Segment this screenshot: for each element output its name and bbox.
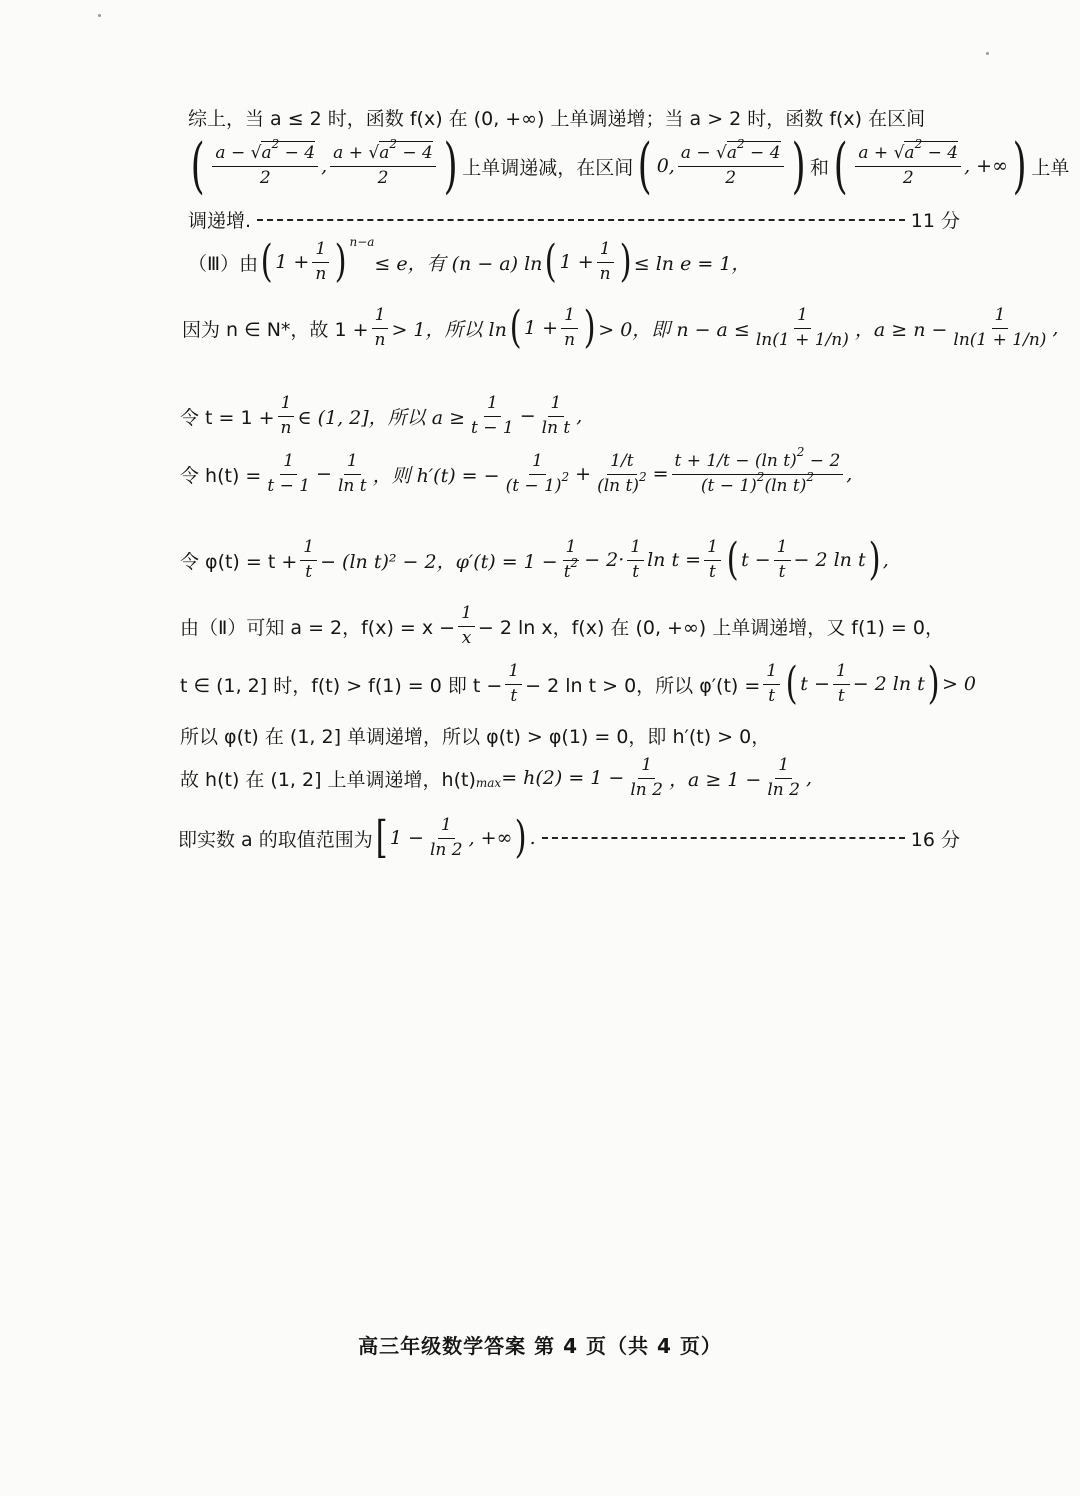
score-16: 16 分 xyxy=(910,828,960,851)
part3-line-1: （Ⅲ）由 ( 1 + $\frac{1}{n}$ ) n−a ≤ e，有 (n − a) ln ( 1 + $\frac{1}{n}$ ) ≤ ln e = 1， xyxy=(188,235,751,288)
let-phi-text: 令 φ(t) = t + xyxy=(180,550,298,573)
let-h-text: 令 h(t) = xyxy=(180,464,262,487)
part3-ineq-end: ≤ ln e = 1， xyxy=(633,252,751,275)
conclusion-line-1 xyxy=(188,104,925,131)
dotted-leader-2 xyxy=(542,837,905,839)
fx-increasing-text: − 2 ln x，f(x) 在 (0, +∞) 上单调递增，又 f(1) = 0， xyxy=(477,616,944,639)
increasing-text-start: 上单 xyxy=(1031,156,1070,179)
part3-line-6: 由（Ⅱ）可知 a = 2，f(x) = x − $\frac{1}{x}$ − 2 ln x，f(x) 在 (0, +∞) 上单调递增，又 f(1) = 0， xyxy=(180,603,944,648)
conclusion-line-2: ( $\frac{a - √a^2 - 4}{2}$ , $\frac{a + √a^2 - 4}{2}$ ) 上单调递减，在区间 ( 0, $\frac{a - √a^2 - 4}{2}$ ) 和 ( $\frac{a + √a^2 - 4}{2}$ , +∞ ) 上单 xyxy=(190,131,1070,201)
page-footer: 高三年级数学答案 第 4 页（共 4 页） xyxy=(358,1334,722,1358)
from-part2-text: 由（Ⅱ）可知 a = 2，f(x) = x − xyxy=(180,616,456,639)
part3-ineq: ≤ e，有 (n − a) ln xyxy=(374,252,543,275)
let-t-text: 令 t = 1 + xyxy=(180,406,275,429)
phi-increasing-text: 所以 φ(t) 在 (1, 2] 单调递增，所以 φ(t) > φ(1) = 0，即 h′(t) > 0， xyxy=(180,726,771,748)
part3-label: （Ⅲ）由 xyxy=(188,252,259,275)
max-subscript: max xyxy=(475,776,502,791)
scan-speck xyxy=(98,14,101,17)
h-increasing-text: 故 h(t) 在 (1, 2] 上单调递增，h(t) xyxy=(180,768,476,791)
so-ln-text: > 1，所以 ln xyxy=(391,318,507,341)
t-in-range-text: t ∈ (1, 2] 时，f(t) > f(1) = 0 即 t − xyxy=(180,674,503,697)
decreasing-text: 上单调递减，在区间 xyxy=(462,156,634,179)
phi-derivative-text: − (ln t)² − 2，φ′(t) = 1 − xyxy=(320,550,558,573)
part3-line-7: t ∈ (1, 2] 时，f(t) > f(1) = 0 即 t − $\frac{1}{t}$ − 2 ln t > 0，所以 φ′(t) = $\frac{1}{t}$ ( t − $\frac{1}{t}$ − 2 ln t ) > 0 xyxy=(180,658,977,710)
a-bound-text: ，a ≥ 1 − xyxy=(668,768,762,791)
part3-line-5: 令 φ(t) = t + $\frac{1}{t}$ − (ln t)² − 2，φ′(t) = 1 − $\frac{1}{t^2}$ − 2· $\frac{1}{t}$ ln t = $\frac{1}{t}$ ( t − $\frac{1}{t}$ − 2 ln t ) , xyxy=(180,534,889,586)
part3-line-4: 令 h(t) = $\frac{1}{t - 1}$ − $\frac{1}{\text{ln t}}$ ，则 h′(t) = − $\frac{1}{(t - 1)^2}$ + $\frac{1/t}{(\ln t)^2}$ = $\frac{t + 1/t - (\ln t)^2 - 2}{(t - 1)^2(\ln t)^2}$ , xyxy=(180,445,853,496)
t-range-text: ∈ (1, 2]，所以 a ≥ xyxy=(297,406,466,429)
since-text: 因为 n ∈ N*，故 1 + xyxy=(182,318,369,341)
part3-line-8 xyxy=(180,722,770,749)
part3-line-2: 因为 n ∈ N*，故 1 + $\frac{1}{n}$ > 1，所以 ln ( 1 + $\frac{1}{n}$ ) > 0，即 n − a ≤ $\frac{1}{\ln(1 + 1/n)}$ ，a ≥ n − $\frac{1}{\ln(1 + 1/n)}$ , xyxy=(182,302,1059,354)
increasing-text-end: 调递增. xyxy=(188,210,252,232)
phi-positive-text: − 2 ln t > 0，所以 φ′(t) = xyxy=(525,674,761,697)
and-text: 和 xyxy=(809,156,829,179)
part3-line-3: 令 t = 1 + $\frac{1}{n}$ ∈ (1, 2]，所以 a ≥ $\frac{1}{t - 1}$ − $\frac{1}{\text{ln t}}$ , xyxy=(180,393,583,438)
dotted-leader xyxy=(257,219,905,221)
conclusion-text-1: 综上，当 a ≤ 2 时，函数 f(x) 在 (0, +∞) 上单调递增；当 a > 2 时，函数 f(x) 在区间 xyxy=(188,108,926,130)
h-derivative-text: ，则 h′(t) = − xyxy=(372,464,500,487)
i-e-text: > 0，即 n − a ≤ xyxy=(598,318,750,341)
range-text: 即实数 a 的取值范围为 xyxy=(178,828,373,851)
a-ge-text: ，a ≥ n − xyxy=(854,318,948,341)
score-line-16: 即实数 a 的取值范围为 [ 1 − $\frac{1}{\ln 2}$ , +∞ ) . 16 分 xyxy=(178,812,960,864)
score-11: 11 分 xyxy=(910,210,960,232)
score-line-11 xyxy=(188,206,960,233)
part3-line-9: 故 h(t) 在 (1, 2] 上单调递增，h(t) max = h(2) = 1 − $\frac{1}{\ln 2}$ ，a ≥ 1 − $\frac{1}{\ln 2}$ , xyxy=(180,755,812,800)
h-max-text: = h(2) = 1 − xyxy=(501,767,625,790)
scan-speck xyxy=(986,52,989,55)
